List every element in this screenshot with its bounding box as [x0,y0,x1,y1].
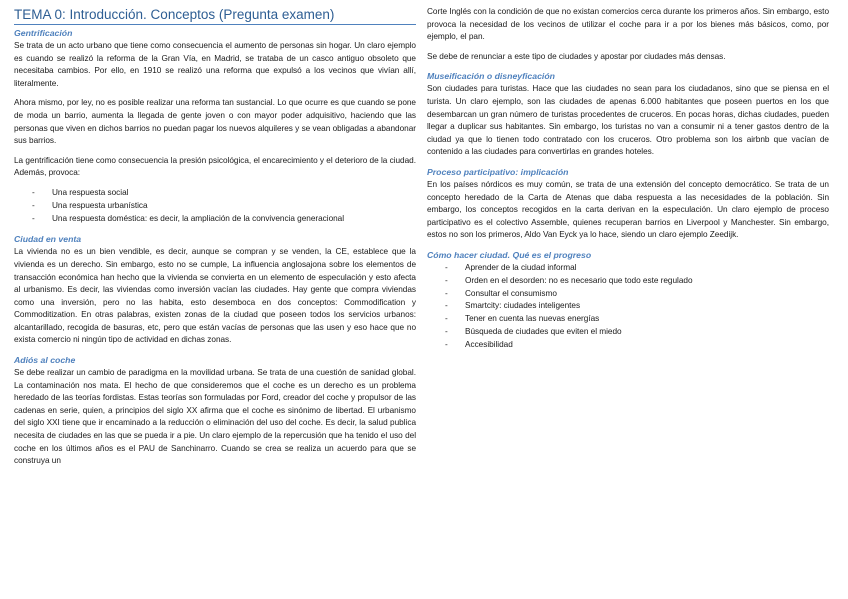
dash-marker: - [32,200,35,210]
dash-marker: - [445,288,448,298]
list-item [427,339,829,352]
section-heading: Adiós al coche [14,355,76,366]
section-gentrificacion [14,27,416,225]
paragraph: En los países nórdicos es muy común, se trata de una extensión del concepto democrático. Se trata de un concepto heredado de la Carta de Atenas que daba respuesta a las necesidades de la población. Sin embargo, los conceptos recogidos en la carta derivan en la especulación. Un claro ejemplo de proceso participativo es el colectivo Assemble, quienes recuperan barrios en Liverpool y Manchester. Sin embargo, estos no son los primeros, Aldo Van Eyck ya lo hace, siendo un claro ejemplo Zeedijk. [427,179,829,240]
list-item [14,187,416,200]
section-ciudad-en-venta [14,233,416,347]
list-item-text: Una respuesta urbanística [52,200,148,210]
paragraph: La gentrificación tiene como consecuencia la presión psicológica, el encarecimiento y el deterioro de la ciudad. Además, provoca: [14,155,416,178]
paragraph: Son ciudades para turistas. Hace que las ciudades no sean para los ciudadanos, sino que se piensa en el turista. Un claro ejemplo, son las ciudades de apenas 6.000 habitantes que poseen puertos en los que desembarcan un gran número de turistas procedentes de cruceros. En pocas horas, dichas ciudades, pueden llegar a duplicar sus habitantes. Sin embargo, los turistas no van a consumir ni a tener gastos dentro de la ciudad ya que lo tienen todo contratado con los cruceros. Otro problema son los airbnb que vacían de contenido a las ciudades para convertirlas en grandes hoteles. [427,84,829,157]
list-item [427,275,829,288]
section-continuation [427,6,829,63]
dash-marker: - [445,262,448,272]
list-item [427,300,829,313]
title-underline [14,24,416,25]
left-column [14,6,416,475]
list-item-text: Una respuesta social [52,187,129,197]
section-como-hacer-ciudad [427,249,829,352]
list-item [427,288,829,301]
right-column [427,6,829,359]
dash-marker: - [445,275,448,285]
paragraph: Se debe realizar un cambio de paradigma en la movilidad urbana. Se trata de una cuestión de sanidad global. La contaminación nos mata. El hecho de que consideremos que el coche es un derecho es un problema heredado de las teorías fordistas. Estas teorías son formuladas por Ford, creador del coche y propulsor de las cadenas en serie, quien, a principios del siglo XX afirma que el coche es sinónimo de libertad. El urbanismo del siglo XXI tiene que ir encaminado a la reducción o eliminación del uso del coche. Es decir, la salud publica necesita de ciudades en las que se pueda ir a pie. Un claro ejemplo de la repercusión que ha tenido el uso del coche en los últimos años es el PAU de Sanchinarro. Cuando se crea se realiza un acuerdo para que se construya un [14,368,416,466]
section-heading: Gentrificación [14,28,73,38]
list-item-text: Una respuesta doméstica: es decir, la ampliación de la convivencia generacional [52,213,345,223]
list-item-text: Búsqueda de ciudades que eviten el miedo [465,326,622,336]
list-item [14,213,416,226]
dash-marker: - [445,314,448,324]
list-item-text: Tener en cuenta las nuevas energías [465,314,600,324]
list-item [427,326,829,339]
paragraph: Corte Inglés con la condición de que no existan comercios cerca durante los primeros años. Sin embargo, esto provoca la necesidad de los vecinos de utilizar el coche para ir a por los bienes más básicos, como, por ejemplo, el pan. [427,7,829,42]
list-item [427,313,829,326]
dash-marker: - [445,339,448,349]
section-heading: Cómo hacer ciudad. Qué es el progreso [427,249,592,260]
section-proceso-participativo [427,166,829,242]
list-item [427,262,829,275]
list-item-text: Smartcity: ciudades inteligentes [465,301,581,311]
paragraph: Ahora mismo, por ley, no es posible realizar una reforma tan sustancial. Lo que ocurre es que cuando se pone de moda un barrio, aumenta la llegada de gente joven o con mayor poder adquisitivo, haciendo que las personas que viven en dichos barrios no puedan pagar los nuevos alquileres y se vean obligadas a abandonar sus barrios. [14,98,416,146]
dash-marker: - [445,301,448,311]
section-adios-al-coche [14,354,416,468]
list-item-text: Aprender de la ciudad informal [465,262,577,272]
section-museificacion [427,70,829,159]
section-heading: Proceso participativo: implicación [427,166,569,177]
list-item-text: Accesibilidad [465,339,513,349]
document-title: TEMA 0: Introducción. Conceptos (Pregunta examen) [14,7,335,22]
dash-marker: - [445,326,448,336]
section-heading: Museificación o disneyficación [427,71,555,82]
list-item [14,200,416,213]
list-item-text: Consultar el consumismo [465,288,557,298]
paragraph: La vivienda no es un bien vendible, es decir, aunque se compran y se venden, la CE, establece que la vivienda es un derecho. Sin embargo, esto no se cumple, La influencia anglosajona sobre los elementos de transacción económica han hecho que la vivienda se convierta en un elemento de especulación y esto afecta al urbanismo. Es decir, las viviendas como inversión vacían las ciudades. Hay gente que compra viviendas como una inversión, pero no las habita, esto desemboca en dos conceptos: Commodification y Commoditization. En otras palabras, existen zonas de la ciudad que poseen todos los servicios urbanos: alcantarillado, recogida de basuras, etc, pero que están vacías de personas que las usen y eso hace que no exista comercio ni ningún tipo de actividad en dichas zonas. [14,247,416,345]
paragraph: Se debe de renunciar a este tipo de ciudades y apostar por ciudades más densas. [427,51,726,61]
bullet-list [14,187,416,225]
bullet-list [427,262,829,352]
section-heading: Ciudad en venta [14,234,82,245]
dash-marker: - [32,187,35,197]
list-item-text: Orden en el desorden: no es necesario que todo este regulado [465,275,693,285]
dash-marker: - [32,213,35,223]
paragraph: Se trata de un acto urbano que tiene como consecuencia el aumento de personas sin hogar. Un claro ejemplo es cuando se realizó la reforma de la Gran Vía, en Madrid, se trataba de un casco antiguo obsoleto que necesitaba cambios. Por ello, en 1910 se realizó una reforma que expulsó a los vecinos que vivían allí, literalmente. [14,41,416,88]
